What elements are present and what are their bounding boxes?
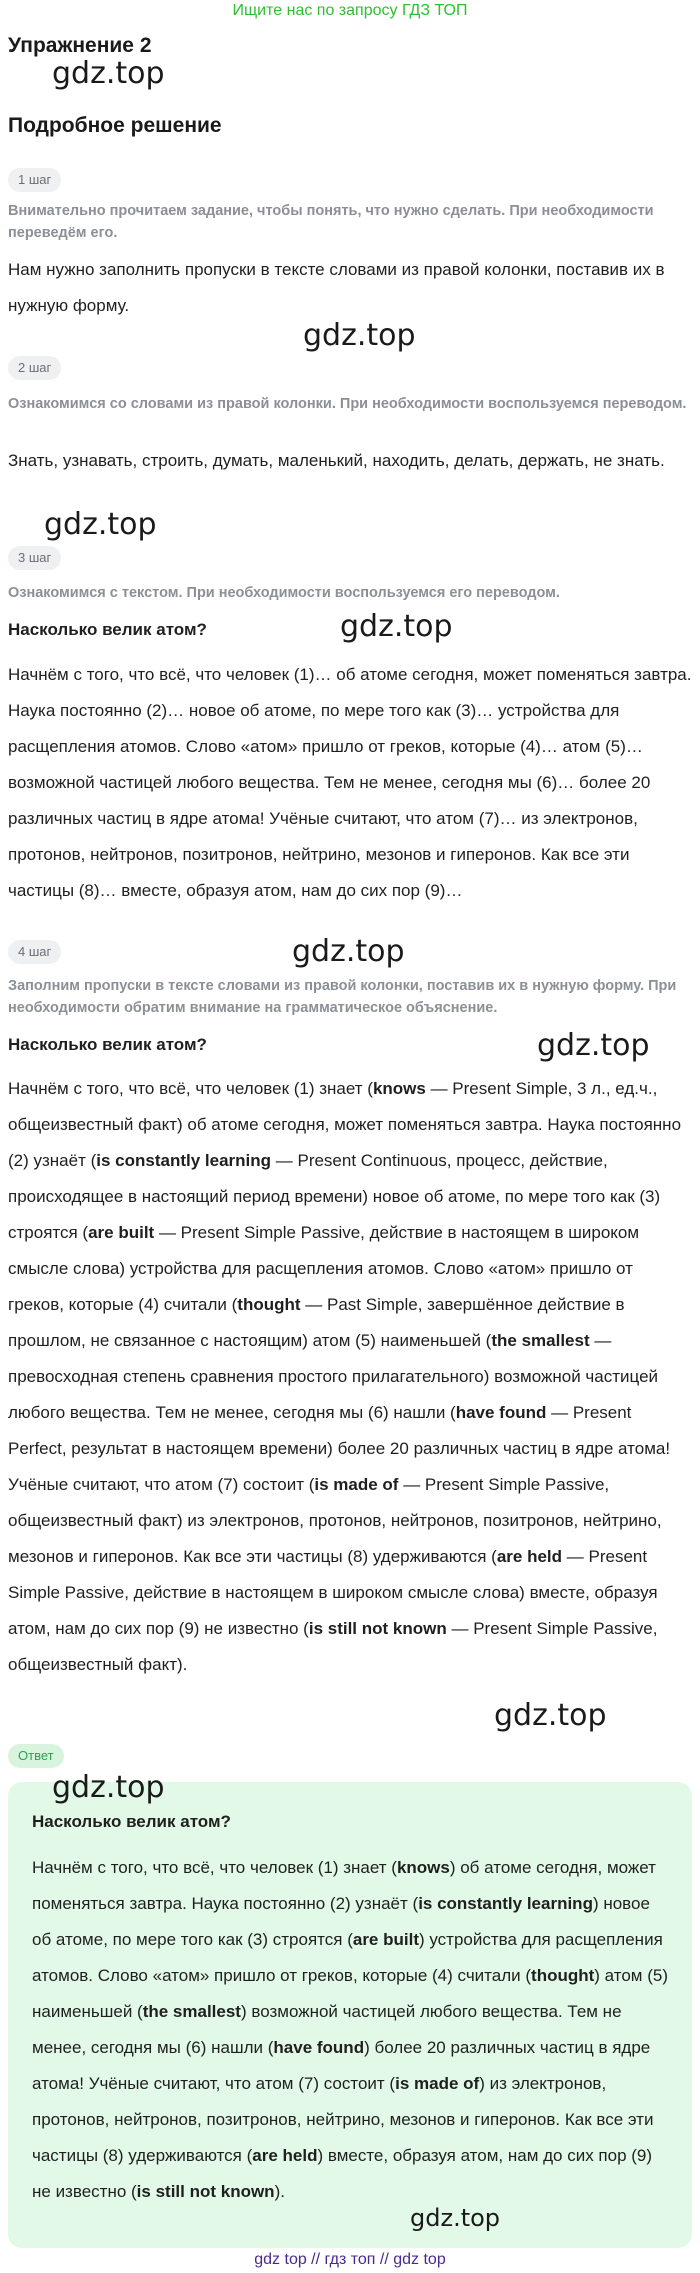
- watermark: gdz.top: [52, 56, 165, 91]
- text-part: ) более 20 различных частиц в ядре атома! Учёные считают, что атом (7) состоит (: [32, 2038, 651, 2093]
- answer-word: thought: [531, 1966, 595, 1985]
- answer-word: knows: [396, 1858, 450, 1877]
- text-part: ) устройства для расщепления атомов. Слово «атом» пришло от греков, которые (4) считали (: [32, 1930, 663, 1985]
- answer-word: are built: [352, 1930, 419, 1949]
- step-hint-1: Внимательно прочитаем задание, чтобы понять, что нужно сделать. При необходимости переведём его.: [8, 203, 654, 241]
- text-part: — Present Simple Passive, общеизвестный факт) из электронов, протонов, нейтронов, позитронов, нейтрино, мезонов и гиперонов. Как все эти частицы (8) удерживаются (: [8, 1475, 662, 1566]
- step-text-3: Начнём с того, что всё, что человек (1)… об атоме сегодня, может поменяться завтра. Наука постоянно (2)… новое об атоме, по мере того как (3)… устройства для расщепления атомов. Слово «атом» пришло от греков, которые (4)… атом (5)… возможной частицей любого вещества. Тем не менее, сегодня мы (6)… более 20 различных частиц в ядре атома! Учёные считают, что атом (7)… из электронов, протонов, нейтронов, позитронов, нейтрино, мезонов и гиперонов. Как все эти частицы (8)… вместе, образуя атом, нам до сих пор (9)…: [8, 665, 692, 900]
- text-part: ) возможной частицей любого вещества. Тем не менее, сегодня мы (6) нашли (: [32, 2002, 622, 2057]
- section-title: Подробное решение: [8, 114, 222, 137]
- watermark: gdz.top: [52, 1770, 165, 1805]
- text-part: ).: [274, 2182, 285, 2201]
- text-part: — Present Simple, 3 л., ед.ч., общеизвестный факт) об атоме сегодня, может поменяться завтра. Наука постоянно (2) узнаёт (: [8, 1079, 682, 1170]
- text-part: — Present Simple Passive, действие в настоящем в широком смысле слова) устройства для расщепления атомов. Слово «атом» пришло от греков, которые (4) считали (: [8, 1223, 640, 1314]
- text-part: Начнём с того, что всё, что человек (1) знает (: [32, 1858, 397, 1877]
- text-heading: Насколько велик атом?: [8, 1035, 207, 1054]
- answer-heading: Насколько велик атом?: [32, 1812, 231, 1831]
- answer-word: is made of: [314, 1475, 399, 1494]
- step-badge-2: 2 шаг: [8, 356, 61, 380]
- step-badge-3: 3 шаг: [8, 546, 61, 570]
- step-hint-3: Ознакомимся с текстом. При необходимости воспользуемся его переводом.: [8, 585, 560, 601]
- text-part: — Present Perfect, результат в настоящем времени) более 20 различных частиц в ядре атома! Учёные считают, что атом (7) состоит (: [8, 1403, 671, 1494]
- text-part: — Present Simple Passive, действие в настоящем в широком смысле слова) вместе, образуя атом, нам до сих пор (9) не известно (: [8, 1547, 658, 1638]
- footer-links[interactable]: gdz top // гдз топ // gdz top: [254, 2251, 446, 2268]
- answer-word: the smallest: [142, 2002, 241, 2021]
- step-badge-1: 1 шаг: [8, 168, 61, 192]
- watermark: gdz.top: [537, 1028, 650, 1063]
- answer-word: is constantly learning: [96, 1151, 272, 1170]
- text-heading: Насколько велик атом?: [8, 620, 207, 639]
- answer-word: are held: [496, 1547, 563, 1566]
- text-part: — Past Simple, завершённое действие в прошлом, не связанное с настоящим) атом (5) наименьшей (: [8, 1295, 625, 1350]
- watermark: gdz.top: [494, 1698, 607, 1733]
- text-part: ) об атоме сегодня, может поменяться завтра. Наука постоянно (2) узнаёт (: [32, 1858, 656, 1913]
- text-part: ) из электронов, протонов, нейтронов, позитронов, нейтрино, мезонов и гиперонов. Как все эти частицы (8) удерживаются (: [32, 2074, 654, 2165]
- watermark: gdz.top: [292, 934, 405, 969]
- text-part: — Present Continuous, процесс, действие, происходящее в настоящий период времени) новое об атоме, по мере того как (3) строятся (: [8, 1151, 661, 1242]
- step-text-1: Нам нужно заполнить пропуски в тексте словами из правой колонки, поставив их в нужную форму.: [8, 260, 665, 315]
- answer-word: thought: [237, 1295, 301, 1314]
- text-part: ) атом (5) наименьшей (: [32, 1966, 668, 2021]
- text-part: — превосходная степень сравнения простого прилагательного) возможной частицей любого вещества. Тем не менее, сегодня мы (6) нашли (: [8, 1331, 659, 1422]
- step-badge-4: 4 шаг: [8, 940, 61, 964]
- answer-badge: Ответ: [8, 1744, 64, 1768]
- watermark: gdz.top: [303, 318, 416, 353]
- answer-word: is still not known: [136, 2182, 275, 2201]
- step-text-2: Знать, узнавать, строить, думать, маленький, находить, делать, держать, не знать.: [8, 451, 665, 470]
- watermark: gdz.top: [44, 507, 157, 542]
- answer-word: have found: [273, 2038, 365, 2057]
- step-text-4: [8, 1071, 692, 1683]
- answer-word: is still not known: [308, 1619, 447, 1638]
- watermark: gdz.top: [340, 609, 453, 644]
- step-hint-2: Ознакомимся со словами из правой колонки. При необходимости воспользуемся переводом.: [8, 396, 687, 412]
- answer-word: is constantly learning: [418, 1894, 593, 1913]
- text-part: ) новое об атоме, по мере того как (3) строятся (: [32, 1894, 650, 1949]
- step-hint-4: Заполним пропуски в тексте словами из правой колонки, поставив их в нужную форму. При необходимости обратим внимание на грамматическое объяснение.: [8, 978, 677, 1016]
- answer-word: knows: [372, 1079, 426, 1098]
- answer-word: are held: [252, 2146, 318, 2165]
- watermark: gdz.top: [410, 2204, 501, 2232]
- answer-text: [32, 1850, 672, 2210]
- text-part: — Present Simple Passive, общеизвестный факт).: [8, 1619, 658, 1674]
- answer-word: are built: [88, 1223, 155, 1242]
- answer-word: the smallest: [491, 1331, 590, 1350]
- search-banner[interactable]: Ищите нас по запросу ГДЗ ТОП: [232, 2, 468, 19]
- page-title: Упражнение 2: [8, 34, 152, 57]
- text-part: Начнём с того, что всё, что человек (1) знает (: [8, 1079, 373, 1098]
- answer-word: is made of: [395, 2074, 480, 2093]
- text-part: ) вместе, образуя атом, нам до сих пор (9) не известно (: [32, 2146, 653, 2201]
- answer-word: have found: [455, 1403, 547, 1422]
